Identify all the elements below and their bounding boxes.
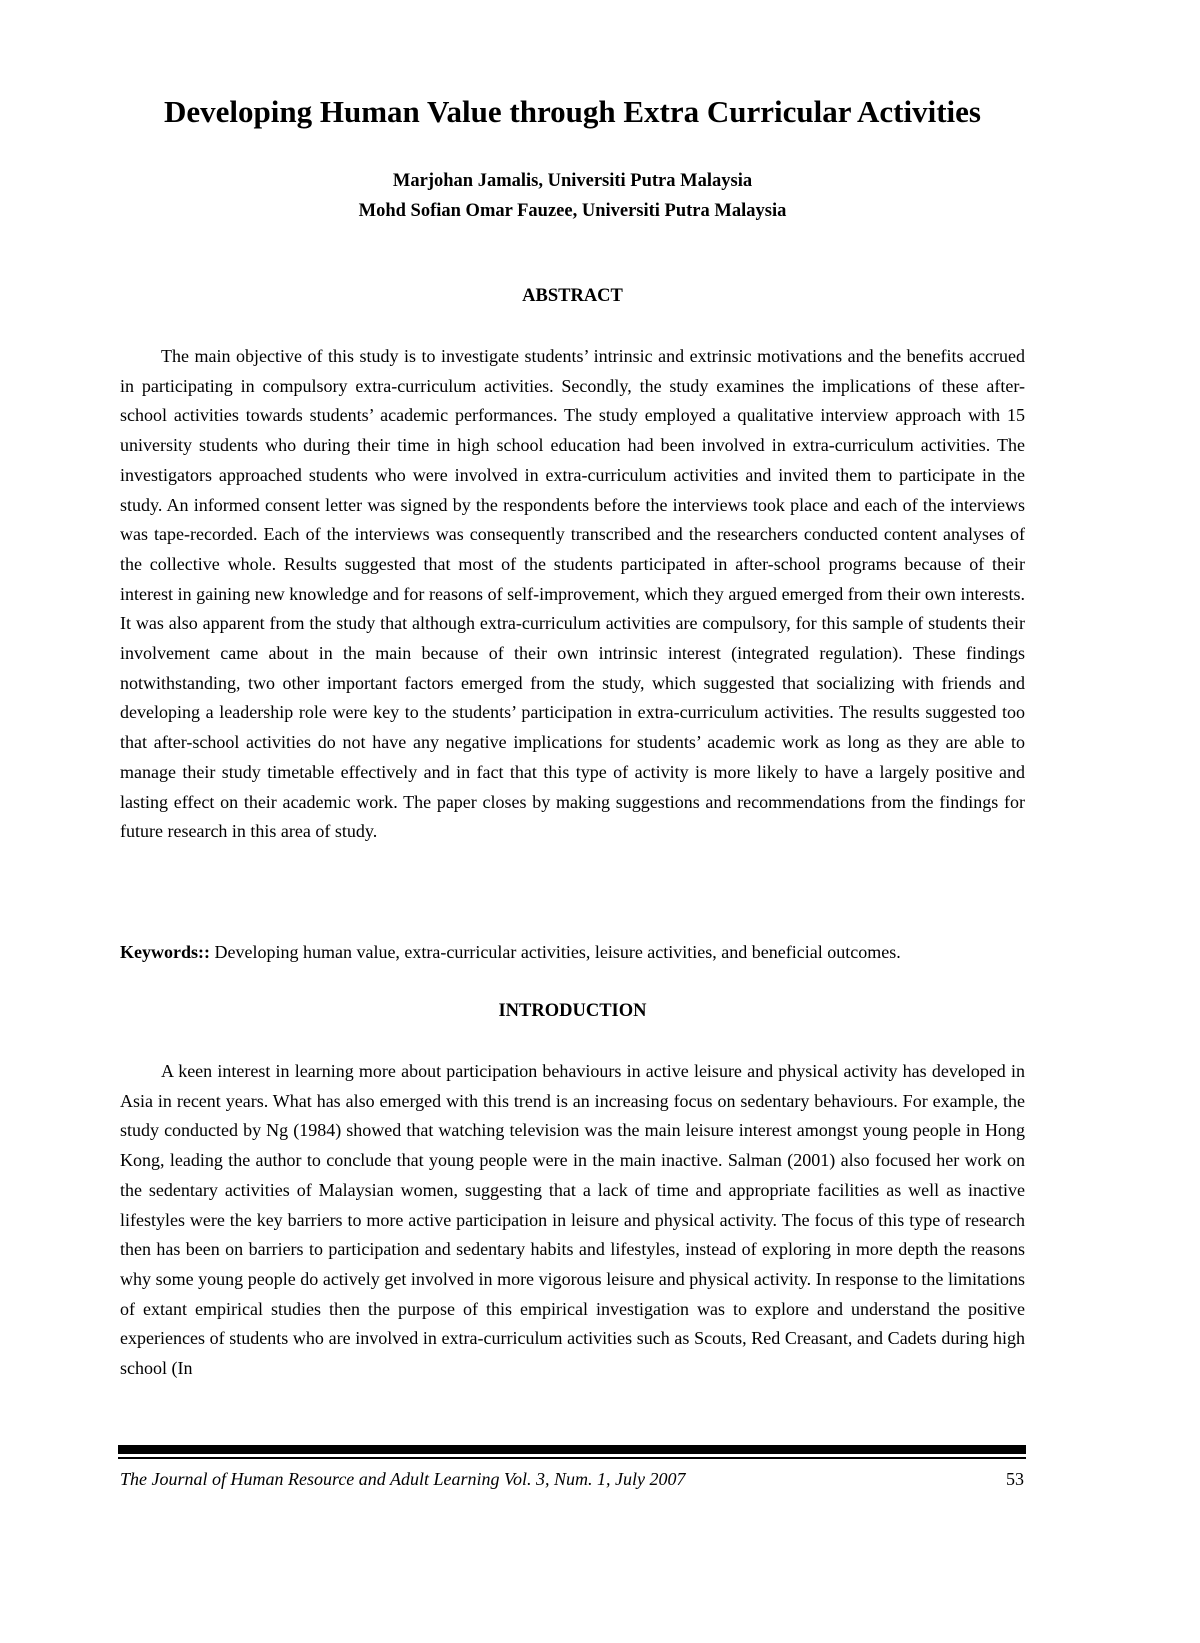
author-line: Marjohan Jamalis, Universiti Putra Malaysia [392, 171, 753, 191]
keywords-line [120, 938, 1025, 968]
paper-title: Developing Human Value through Extra Curricular Activities [164, 94, 981, 129]
footer-rule-thin [118, 1457, 1026, 1459]
footer-rule-thick [118, 1445, 1026, 1454]
introduction-heading: INTRODUCTION [498, 1001, 647, 1021]
author-line: Mohd Sofian Omar Fauzee, Universiti Putra Malaysia [358, 201, 787, 221]
footer-journal-citation: The Journal of Human Resource and Adult Learning Vol. 3, Num. 1, July 2007 [120, 1469, 686, 1489]
keywords-label: Keywords:: [120, 942, 210, 962]
author-block [120, 166, 1025, 226]
abstract-text: The main objective of this study is to investigate students’ intrinsic and extrinsic motivations and the benefits accrued in participating in compulsory extra-curriculum activities. Secondly, the study examines the implications of these after-school activities towards students’ academic performances. The study employed a qualitative interview approach with 15 university students who during their time in high school education had been involved in extra-curriculum activities. The investigators approached students who were involved in extra-curriculum activities and invited them to participate in the study. An informed consent letter was signed by the respondents before the interviews took place and each of the interviews was tape-recorded. Each of the interviews was consequently transcribed and the researchers conducted content analyses of the collective whole. Results suggested that most of the students participated in after-school programs because of their interest in gaining new knowledge and for reasons of self-improvement, which they argued emerged from their own interests. It was also apparent from the study that although extra-curriculum activities are compulsory, for this sample of students their involvement came about in the main because of their own intrinsic interest (integrated regulation). These findings notwithstanding, two other important factors emerged from the study, which suggested that socializing with friends and developing a leadership role were key to the students’ participation in extra-curriculum activities. The results suggested too that after-school activities do not have any negative implications for students’ academic work as long as they are able to manage their study timetable effectively and in fact that this type of activity is more likely to have a largely positive and lasting effect on their academic work. The paper closes by making suggestions and recommendations from the findings for future research in this area of study. [120, 346, 1025, 842]
footer-page-number: 53 [1006, 1469, 1024, 1489]
introduction-text: A keen interest in learning more about participation behaviours in active leisure and physical activity has developed in Asia in recent years. What has also emerged with this trend is an increasing focus on sedentary behaviours. For example, the study conducted by Ng (1984) showed that watching television was the main leisure interest amongst young people in Hong Kong, leading the author to conclude that young people were in the main inactive. Salman (2001) also focused her work on the sedentary activities of Malaysian women, suggesting that a lack of time and appropriate facilities as well as inactive lifestyles were the key barriers to more active participation in leisure and physical activity. The focus of this type of research then has been on barriers to participation and sedentary habits and lifestyles, instead of exploring in more depth the reasons why some young people do actively get involved in more vigorous leisure and physical activity. In response to the limitations of extant empirical studies then the purpose of this empirical investigation was to explore and understand the positive experiences of students who are involved in extra-curriculum activities such as Scouts, Red Creasant, and Cadets during high school (In [120, 1061, 1025, 1379]
keywords-text: Developing human value, extra-curricular activities, leisure activities, and beneficial outcomes. [209, 942, 901, 962]
abstract-heading: ABSTRACT [522, 286, 623, 306]
